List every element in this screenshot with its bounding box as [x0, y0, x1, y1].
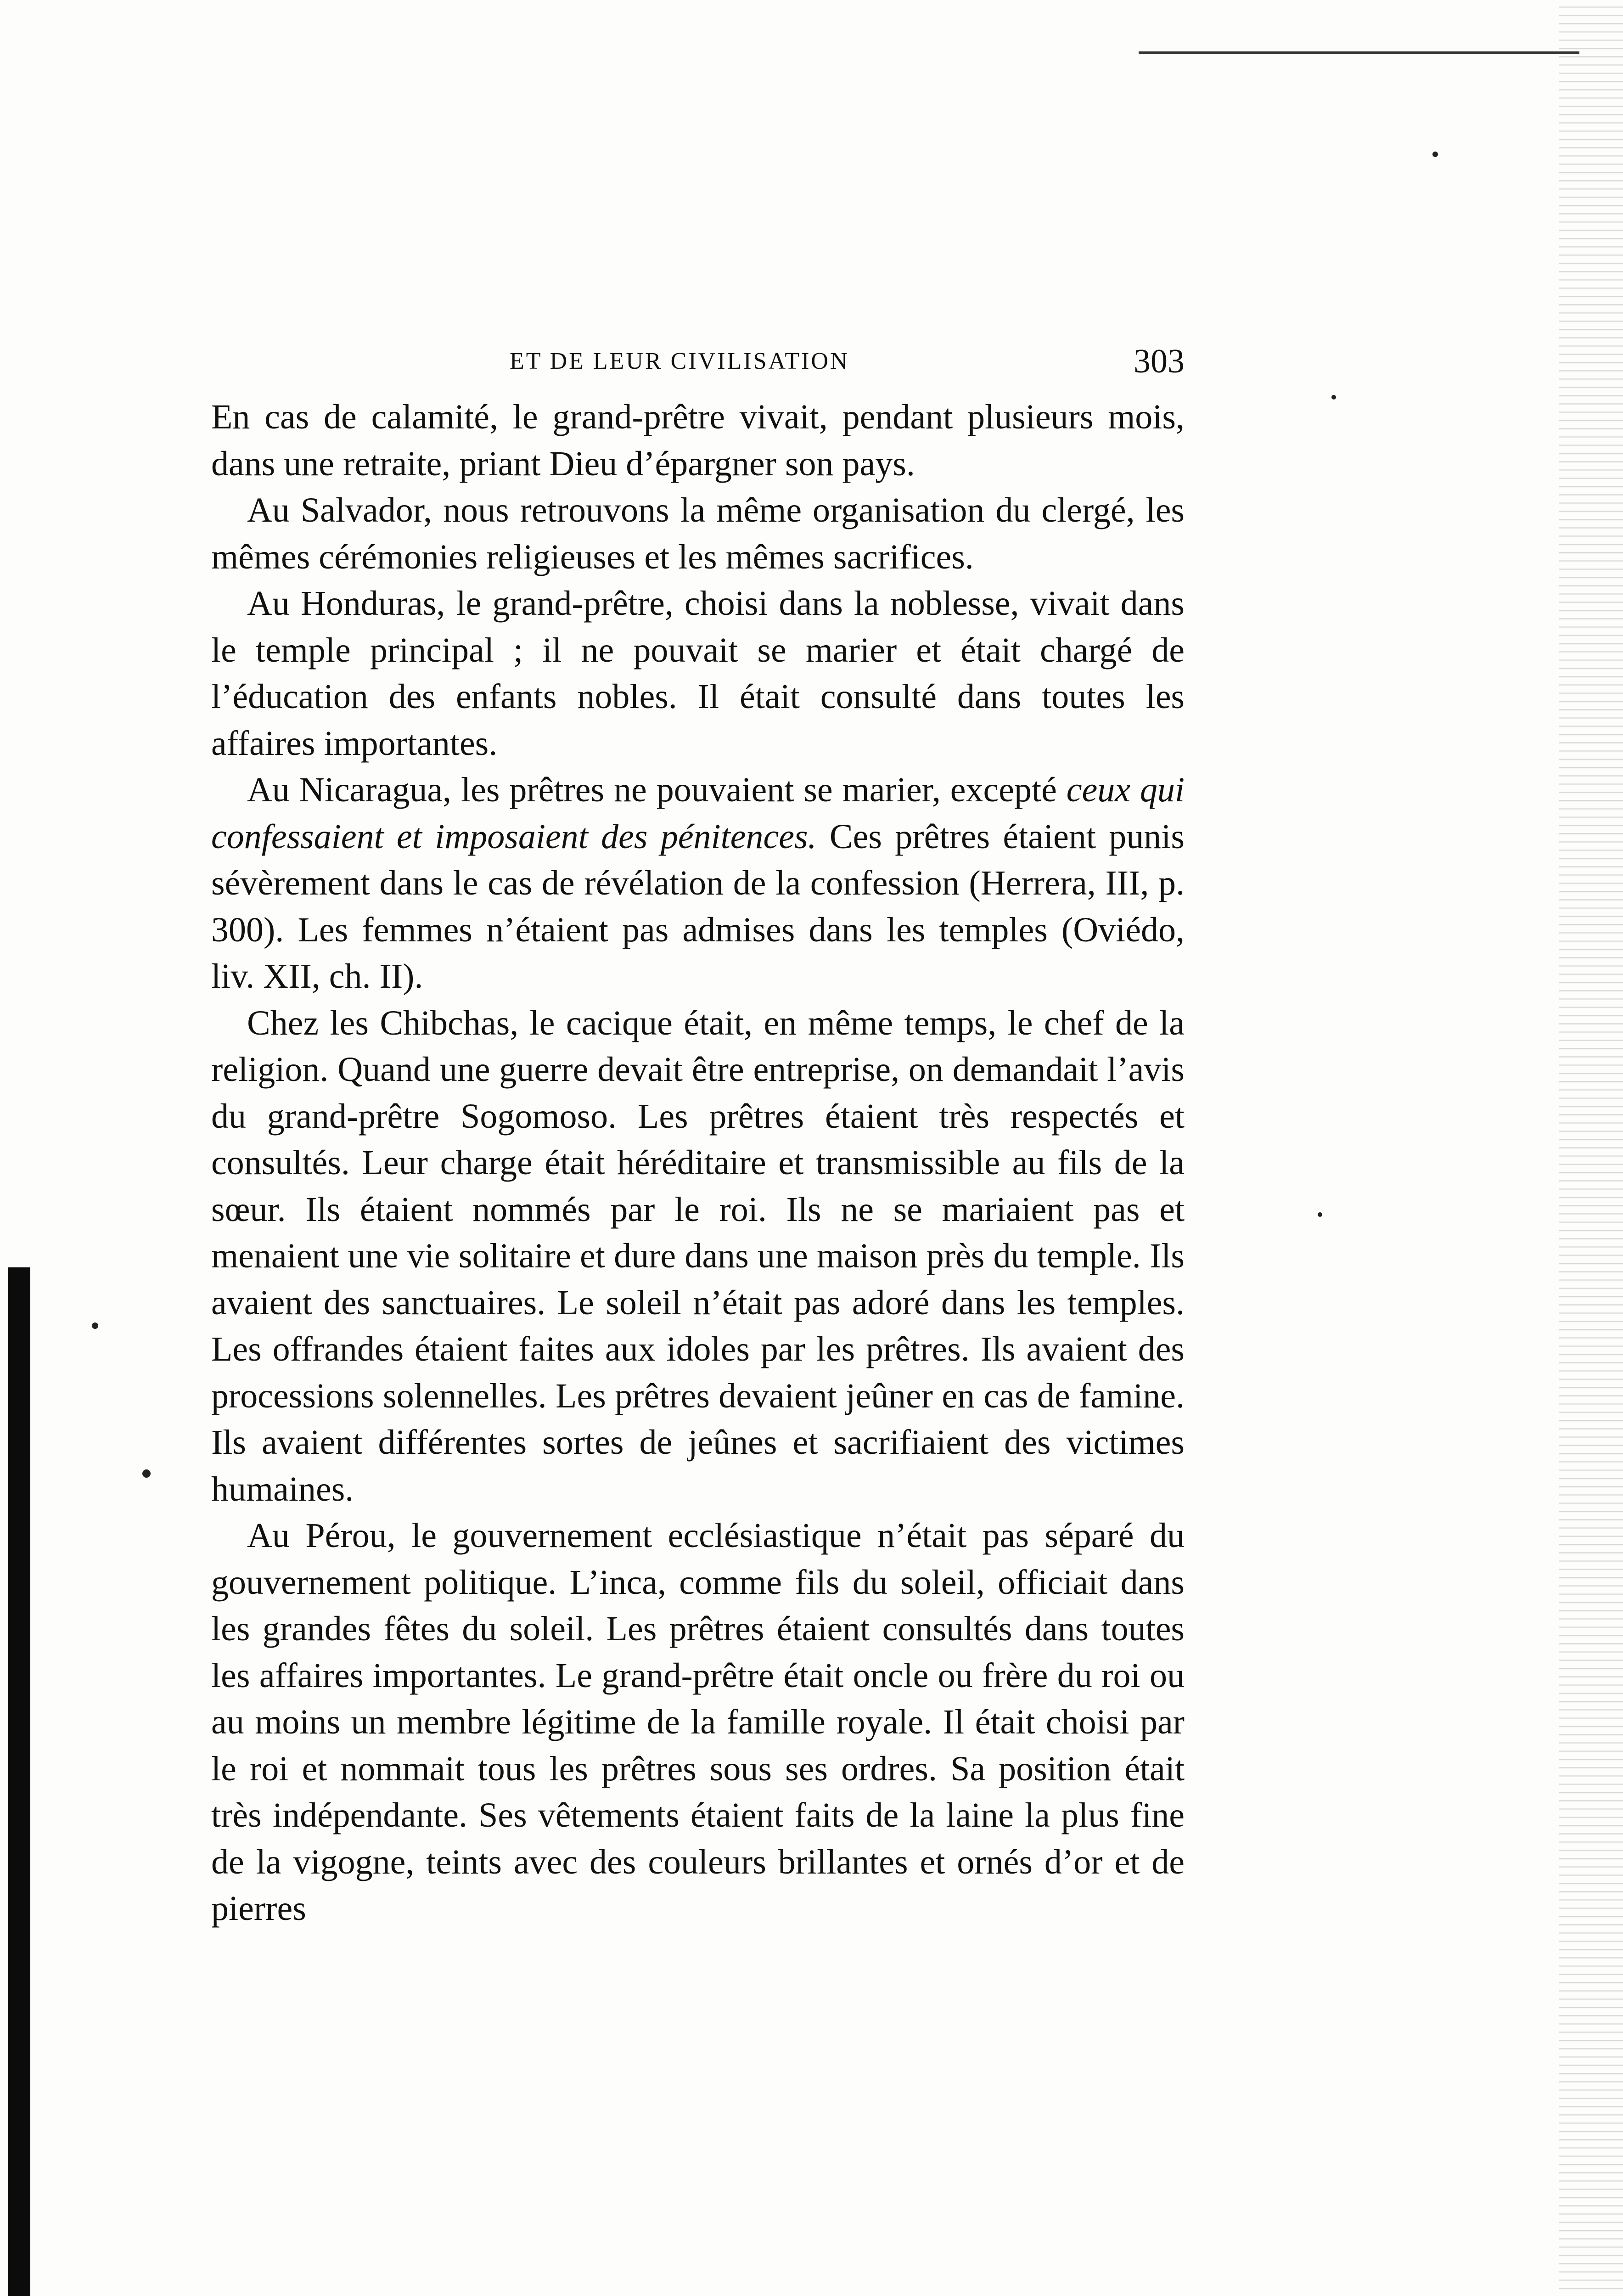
- paragraph-perou: Au Pérou, le gouvernement ecclésiastique n’était pas séparé du gouvernement politique. L’inca, comme fils du soleil, officiait dans les grandes fêtes du soleil. Les prêtres étaient consultés dans toutes les affaires importantes. Le grand-prêtre était oncle ou frère du roi ou au moins un membre légitime de la famille royale. Il était choisi par le roi et nommait tous les prêtres sous ses ordres. Sa position était très indépendante. Ses vêtements étaient faits de la laine la plus fine de la vigogne, teints avec des couleurs brillantes et ornés d’or et de pierres: [211, 1516, 1185, 1928]
- paragraph-chibchas: Chez les Chibchas, le cacique était, en même temps, le chef de la religion. Quand une guerre devait être entreprise, on demandait l’avis du grand-prêtre Sogomoso. Les prêtres étaient très respectés et consultés. Leur charge était héréditaire et transmissible au fils de la sœur. Ils étaient nommés par le roi. Ils ne se mariaient pas et menaient une vie solitaire et dure dans une maison près du temple. Ils avaient des sanctuaires. Le soleil n’était pas adoré dans les temples. Les offrandes étaient faites aux idoles par les prêtres. Ils avaient des processions solennelles. Les prêtres devaient jeûner en cas de famine. Ils avaient différentes sortes de jeûnes et sacrifiaient des victimes humaines.: [211, 1003, 1185, 1508]
- scan-edge-bar: [8, 1267, 30, 2296]
- nicaragua-text-end: Ces prêtres étaient punis sévèrement dans le cas de révélation de la confession (Herrera, III, p. 300). Les femmes n’étaient pas admises dans les temples (Oviédo, liv. XII, ch. II).: [211, 817, 1185, 996]
- paragraph-calamity: En cas de calamité, le grand-prêtre vivait, pendant plusieurs mois, dans une retraite, priant Dieu d’épargner son pays.: [211, 398, 1185, 483]
- scan-speck: [1432, 152, 1438, 157]
- paragraph-nicaragua: [211, 767, 1185, 1000]
- scan-edge-noise: [1559, 0, 1623, 2296]
- body-text: [211, 394, 1185, 1932]
- scan-speck: [92, 1322, 98, 1329]
- running-head: ET DE LEUR CIVILISATION: [510, 348, 849, 374]
- scan-speck: [1318, 1212, 1322, 1217]
- paragraph-honduras: Au Honduras, le grand-prêtre, choisi dans la noblesse, vivait dans le temple principal ; il ne pouvait se marier et était chargé de l’éducation des enfants nobles. Il était consulté dans toutes les affaires importantes.: [211, 584, 1185, 763]
- scan-speck: [1331, 395, 1336, 400]
- nicaragua-text-start: Au Nicaragua, les prêtres ne pouvaient se marier, excepté: [247, 771, 1057, 809]
- top-rule: [1139, 51, 1579, 54]
- page-number: 303: [1134, 343, 1185, 380]
- scan-speck: [142, 1469, 151, 1478]
- nicaragua-italic: ceux qui confessaient et imposaient des pénitences.: [211, 771, 1185, 856]
- page-header: [211, 342, 1185, 383]
- paragraph-salvador: Au Salvador, nous retrouvons la même organisation du clergé, les mêmes cérémonies religieuses et les mêmes sacrifices.: [211, 491, 1185, 576]
